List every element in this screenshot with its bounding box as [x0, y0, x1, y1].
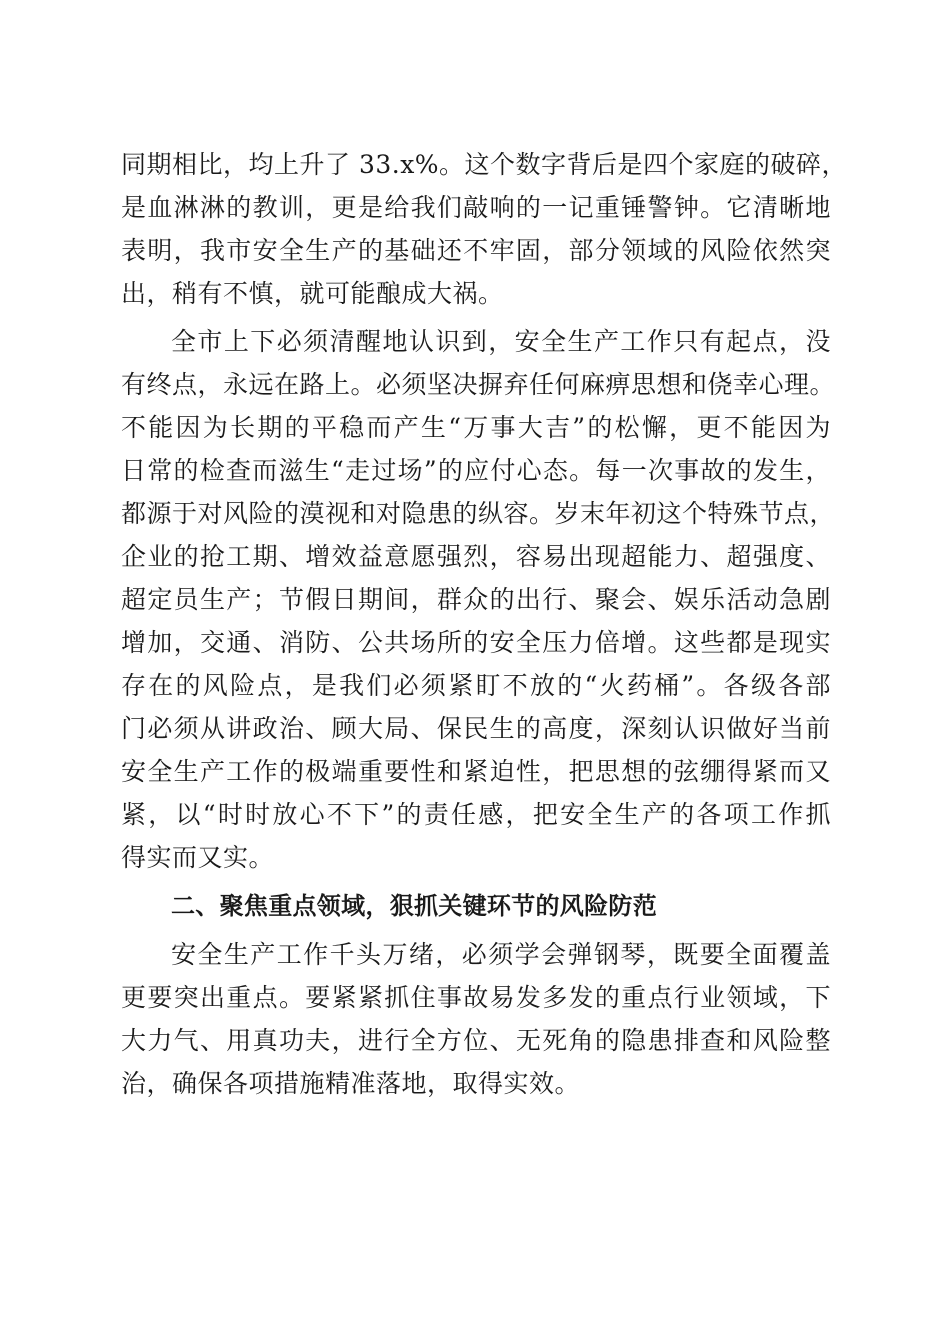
- paragraph-line: 日常的检查而滋生“走过场”的应付心态。每一次事故的发生，: [121, 456, 831, 485]
- paragraph-line: 存在的风险点，是我们必须紧盯不放的“火药桶”。各级各部: [121, 671, 831, 700]
- paragraph-line: 不能因为长期的平稳而产生“万事大吉”的松懈，更不能因为: [121, 413, 831, 442]
- paragraph-line: 超定员生产；节假日期间，群众的出行、聚会、娱乐活动急剧: [121, 585, 831, 614]
- paragraph-line: 是血淋淋的教训，更是给我们敲响的一记重锤警钟。它清晰地: [121, 193, 831, 222]
- paragraph-line: 有终点，永远在路上。必须坚决摒弃任何麻痹思想和侥幸心理。: [121, 370, 836, 399]
- section-heading: 二、聚焦重点领域，狠抓关键环节的风险防范: [171, 892, 657, 920]
- paragraph-line: 门必须从讲政治、顾大局、保民生的高度，深刻认识做好当前: [121, 714, 831, 743]
- paragraph-line: 安全生产工作的极端重要性和紧迫性，把思想的弦绷得紧而又: [121, 757, 831, 786]
- paragraph-line: 大力气、用真功夫，进行全方位、无死角的隐患排查和风险整: [121, 1026, 831, 1055]
- paragraph-line: 增加，交通、消防、公共场所的安全压力倍增。这些都是现实: [121, 628, 831, 657]
- paragraph-line: 得实而又实。: [121, 843, 275, 872]
- paragraph-line: 都源于对风险的漠视和对隐患的纵容。岁末年初这个特殊节点，: [121, 499, 836, 528]
- paragraph-line: 出，稍有不慎，就可能酿成大祸。: [121, 279, 504, 308]
- paragraph-line: 表明，我市安全生产的基础还不牢固，部分领域的风险依然突: [121, 236, 831, 265]
- paragraph-line: 企业的抢工期、增效益意愿强烈，容易出现超能力、超强度、: [121, 542, 831, 571]
- paragraph-line: 同期相比，均上升了 33.x%。这个数字背后是四个家庭的破碎，: [121, 150, 848, 179]
- paragraph-line: 安全生产工作千头万绪，必须学会弹钢琴，既要全面覆盖: [171, 940, 831, 969]
- paragraph-line: 治，确保各项措施精准落地，取得实效。: [121, 1069, 581, 1098]
- paragraph-line: 紧，以“时时放心不下”的责任感，把安全生产的各项工作抓: [121, 800, 831, 829]
- paragraph-line: 更要突出重点。要紧紧抓住事故易发多发的重点行业领域，下: [121, 983, 831, 1012]
- paragraph-line: 全市上下必须清醒地认识到，安全生产工作只有起点，没: [171, 327, 831, 356]
